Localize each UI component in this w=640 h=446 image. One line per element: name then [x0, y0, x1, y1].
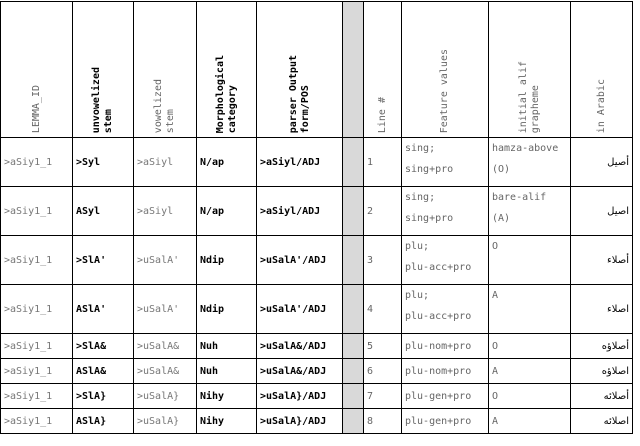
cell-morph-category: Ndip: [197, 285, 257, 334]
cell-vowelized-stem: >uSalA}: [134, 409, 197, 434]
cell-parser-output: >uSalA&/ADJ: [257, 334, 343, 359]
cell-feature-values: sing; sing+pro: [402, 187, 489, 236]
cell-vowelized-stem: >aSiyl: [134, 187, 197, 236]
cell-alif-grapheme: A: [489, 359, 571, 384]
cell-separator: [343, 187, 364, 236]
cell-separator: [343, 359, 364, 384]
cell-unvowelized-stem: ASyl: [73, 187, 134, 236]
cell-morph-category: Nuh: [197, 334, 257, 359]
cell-morph-category: Nuh: [197, 359, 257, 384]
cell-lemma-id: >aSiy1_1: [1, 384, 73, 409]
cell-lemma-id: >aSiy1_1: [1, 409, 73, 434]
cell-arabic-form: اصلاء: [571, 285, 633, 334]
cell-morph-category: Ndip: [197, 236, 257, 285]
cell-vowelized-stem: >uSalA}: [134, 384, 197, 409]
cell-line-number: 1: [364, 138, 402, 187]
header-line-number: Line #: [364, 2, 402, 138]
cell-arabic-form: أصلاء: [571, 236, 633, 285]
cell-line-number: 5: [364, 334, 402, 359]
cell-vowelized-stem: >uSalA': [134, 236, 197, 285]
cell-lemma-id: >aSiy1_1: [1, 236, 73, 285]
cell-vowelized-stem: >uSalA&: [134, 334, 197, 359]
cell-unvowelized-stem: >SlA}: [73, 384, 134, 409]
table-row: [1, 384, 633, 409]
table-body: [1, 138, 633, 434]
cell-feature-values: plu-gen+pro: [402, 384, 489, 409]
cell-vowelized-stem: >aSiyl: [134, 138, 197, 187]
cell-separator: [343, 384, 364, 409]
cell-separator: [343, 138, 364, 187]
cell-morph-category: Nihy: [197, 384, 257, 409]
cell-lemma-id: >aSiy1_1: [1, 334, 73, 359]
header-feature-values: Feature values: [402, 2, 489, 138]
cell-alif-grapheme: bare-alif (A): [489, 187, 571, 236]
cell-alif-grapheme: O: [489, 334, 571, 359]
cell-feature-values: plu-nom+pro: [402, 334, 489, 359]
cell-vowelized-stem: >uSalA&: [134, 359, 197, 384]
cell-arabic-form: أصلائه: [571, 384, 633, 409]
cell-alif-grapheme: hamza-above (O): [489, 138, 571, 187]
cell-unvowelized-stem: ASlA}: [73, 409, 134, 434]
cell-unvowelized-stem: >Syl: [73, 138, 134, 187]
table-row: [1, 409, 633, 434]
cell-arabic-form: أصيل: [571, 138, 633, 187]
cell-parser-output: >uSalA'/ADJ: [257, 285, 343, 334]
cell-alif-grapheme: O: [489, 236, 571, 285]
table-row: [1, 236, 633, 285]
cell-parser-output: >aSiyl/ADJ: [257, 187, 343, 236]
header-initial-alif-grapheme: initial alif grapheme: [489, 2, 571, 138]
cell-arabic-form: اصلائه: [571, 409, 633, 434]
cell-feature-values: plu; plu-acc+pro: [402, 236, 489, 285]
cell-parser-output: >uSalA}/ADJ: [257, 409, 343, 434]
table-row: [1, 359, 633, 384]
header-in-arabic: in Arabic: [571, 2, 633, 138]
cell-feature-values: sing; sing+pro: [402, 138, 489, 187]
cell-unvowelized-stem: ASlA': [73, 285, 134, 334]
cell-separator: [343, 334, 364, 359]
table-row: [1, 187, 633, 236]
cell-alif-grapheme: O: [489, 384, 571, 409]
table-row: [1, 285, 633, 334]
cell-line-number: 6: [364, 359, 402, 384]
cell-unvowelized-stem: >SlA&: [73, 334, 134, 359]
cell-feature-values: plu-nom+pro: [402, 359, 489, 384]
cell-lemma-id: >aSiy1_1: [1, 138, 73, 187]
header-lemma-id: LEMMA_ID: [1, 2, 73, 138]
header-parser-output: parser Output form/POS: [257, 2, 343, 138]
cell-lemma-id: >aSiy1_1: [1, 359, 73, 384]
cell-feature-values: plu; plu-acc+pro: [402, 285, 489, 334]
cell-line-number: 3: [364, 236, 402, 285]
cell-line-number: 7: [364, 384, 402, 409]
cell-arabic-form: اصيل: [571, 187, 633, 236]
cell-feature-values: plu-gen+pro: [402, 409, 489, 434]
cell-lemma-id: >aSiy1_1: [1, 187, 73, 236]
header-row: [1, 2, 633, 138]
cell-unvowelized-stem: >SlA': [73, 236, 134, 285]
table-row: [1, 138, 633, 187]
lemma-table: [0, 1, 633, 434]
cell-parser-output: >aSiyl/ADJ: [257, 138, 343, 187]
cell-alif-grapheme: A: [489, 285, 571, 334]
header-unvowelized-stem: unvowelized stem: [73, 2, 134, 138]
cell-arabic-form: اصلاؤه: [571, 359, 633, 384]
cell-unvowelized-stem: ASlA&: [73, 359, 134, 384]
cell-parser-output: >uSalA}/ADJ: [257, 384, 343, 409]
table-row: [1, 334, 633, 359]
cell-alif-grapheme: A: [489, 409, 571, 434]
cell-separator: [343, 285, 364, 334]
cell-parser-output: >uSalA&/ADJ: [257, 359, 343, 384]
header-vowelized-stem: vowelized stem: [134, 2, 197, 138]
lemma-table-figure: [0, 1, 640, 446]
header-separator: [343, 2, 364, 138]
cell-lemma-id: >aSiy1_1: [1, 285, 73, 334]
cell-morph-category: N/ap: [197, 138, 257, 187]
cell-parser-output: >uSalA'/ADJ: [257, 236, 343, 285]
cell-line-number: 4: [364, 285, 402, 334]
cell-arabic-form: أصلاؤه: [571, 334, 633, 359]
cell-line-number: 8: [364, 409, 402, 434]
cell-separator: [343, 409, 364, 434]
cell-separator: [343, 236, 364, 285]
cell-morph-category: Nihy: [197, 409, 257, 434]
cell-morph-category: N/ap: [197, 187, 257, 236]
cell-line-number: 2: [364, 187, 402, 236]
cell-vowelized-stem: >uSalA': [134, 285, 197, 334]
header-morphological-category: Morphological category: [197, 2, 257, 138]
